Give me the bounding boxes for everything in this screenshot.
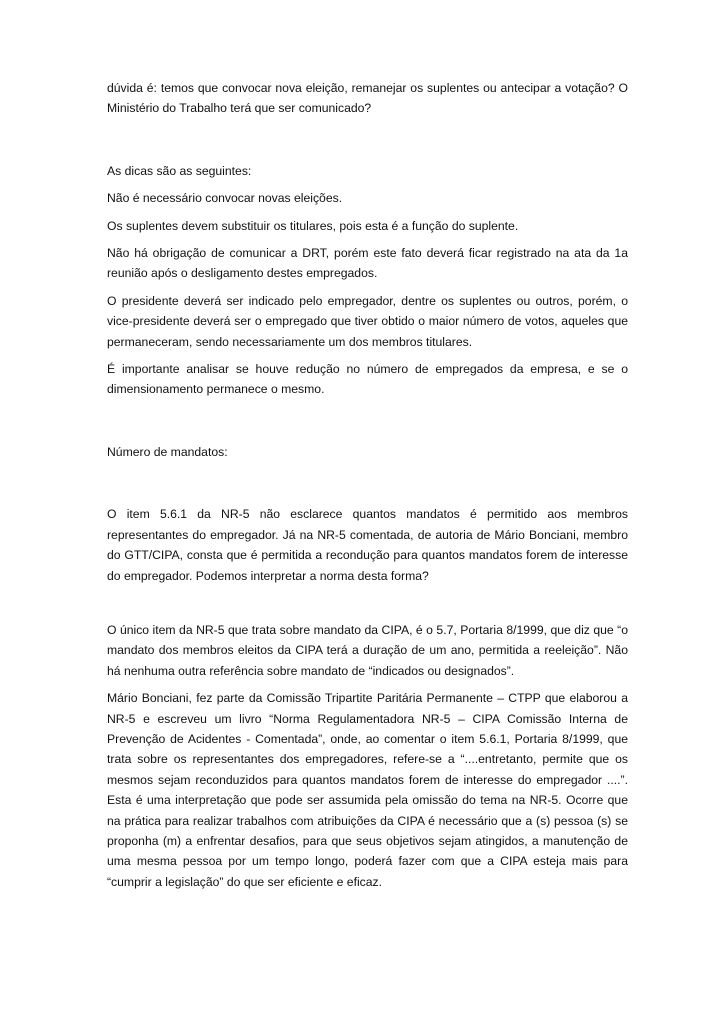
paragraph-item-561: O item 5.6.1 da NR-5 não esclarece quantos mandatos é permitido aos membros representantes do empregador. Já na NR-5 comentada, de autoria de Mário Bonciani, membro do GTT/CIPA, consta que é permitida a recondução para quantos mandatos forem de interesse do empregador. Podemos interpretar a norma desta forma?	[107, 507, 628, 583]
paragraph-dimensioning: É importante analisar se houve redução no número de empregados da empresa, e se o dimensionamento permanece o mesmo.	[107, 362, 628, 397]
paragraph-item-57: O único item da NR-5 que trata sobre mandato da CIPA, é o 5.7, Portaria 8/1999, que diz que “o mandato dos membros eleitos da CIPA terá a duração de um ano, permitida a reeleição”. Não há nenhuma outra referência sobre mandato de “indicados ou designados”.	[107, 622, 628, 678]
paragraph-president: O presidente deverá ser indicado pelo empregador, dentre os suplentes ou outros, porém, o vice-presidente deverá ser o empregado que tiver obtido o maior número de votos, aqueles que permaneceram, sendo necessariamente um dos membros titulares.	[107, 293, 628, 349]
section-heading-mandates: Número de mandatos:	[107, 444, 228, 459]
paragraph-drt: Não há obrigação de comunicar a DRT, porém este fato deverá ficar registrado na ata da 1a reunião após o desligamento destes empregados.	[107, 246, 628, 281]
paragraph-substitutes: Os suplentes devem substituir os titulares, pois esta é a função do suplente.	[107, 218, 519, 233]
document-page	[107, 78, 628, 899]
paragraph-no-new-elections: Não é necessário convocar novas eleições.	[107, 191, 343, 206]
paragraph-bonciani: Mário Bonciani, fez parte da Comissão Tripartite Paritária Permanente – CTPP que elaborou a NR-5 e escreveu um livro “Norma Regulamentadora NR-5 – CIPA Comissão Interna de Prevenção de Acidentes - Comentada”, onde, ao comentar o item 5.6.1, Portaria 8/1999, que trata sobre os representantes dos empregadores, refere-se a “....entretanto, permite que os mesmos sejam reconduzidos para quantos mandatos forem de interesse do empregador ....”. Esta é uma interpretação que pode ser assumida pela omissão do tema na NR-5. Ocorre que na prática para realizar trabalhos com atribuições da CIPA é necessário que a (s) pessoa (s) se proponha (m) a enfrentar desafios, para que seus objetivos sejam atingidos, a manutenção de uma mesma pessoa por um tempo longo, poderá fazer com que a CIPA esteja mais para “cumprir a legislação” do que ser eficiente e eficaz.	[107, 691, 628, 889]
paragraph-tips-heading: As dicas são as seguintes:	[107, 163, 252, 178]
paragraph-question: dúvida é: temos que convocar nova eleição, remanejar os suplentes ou antecipar a votação? O Ministério do Trabalho terá que ser comunicado?	[107, 81, 628, 116]
